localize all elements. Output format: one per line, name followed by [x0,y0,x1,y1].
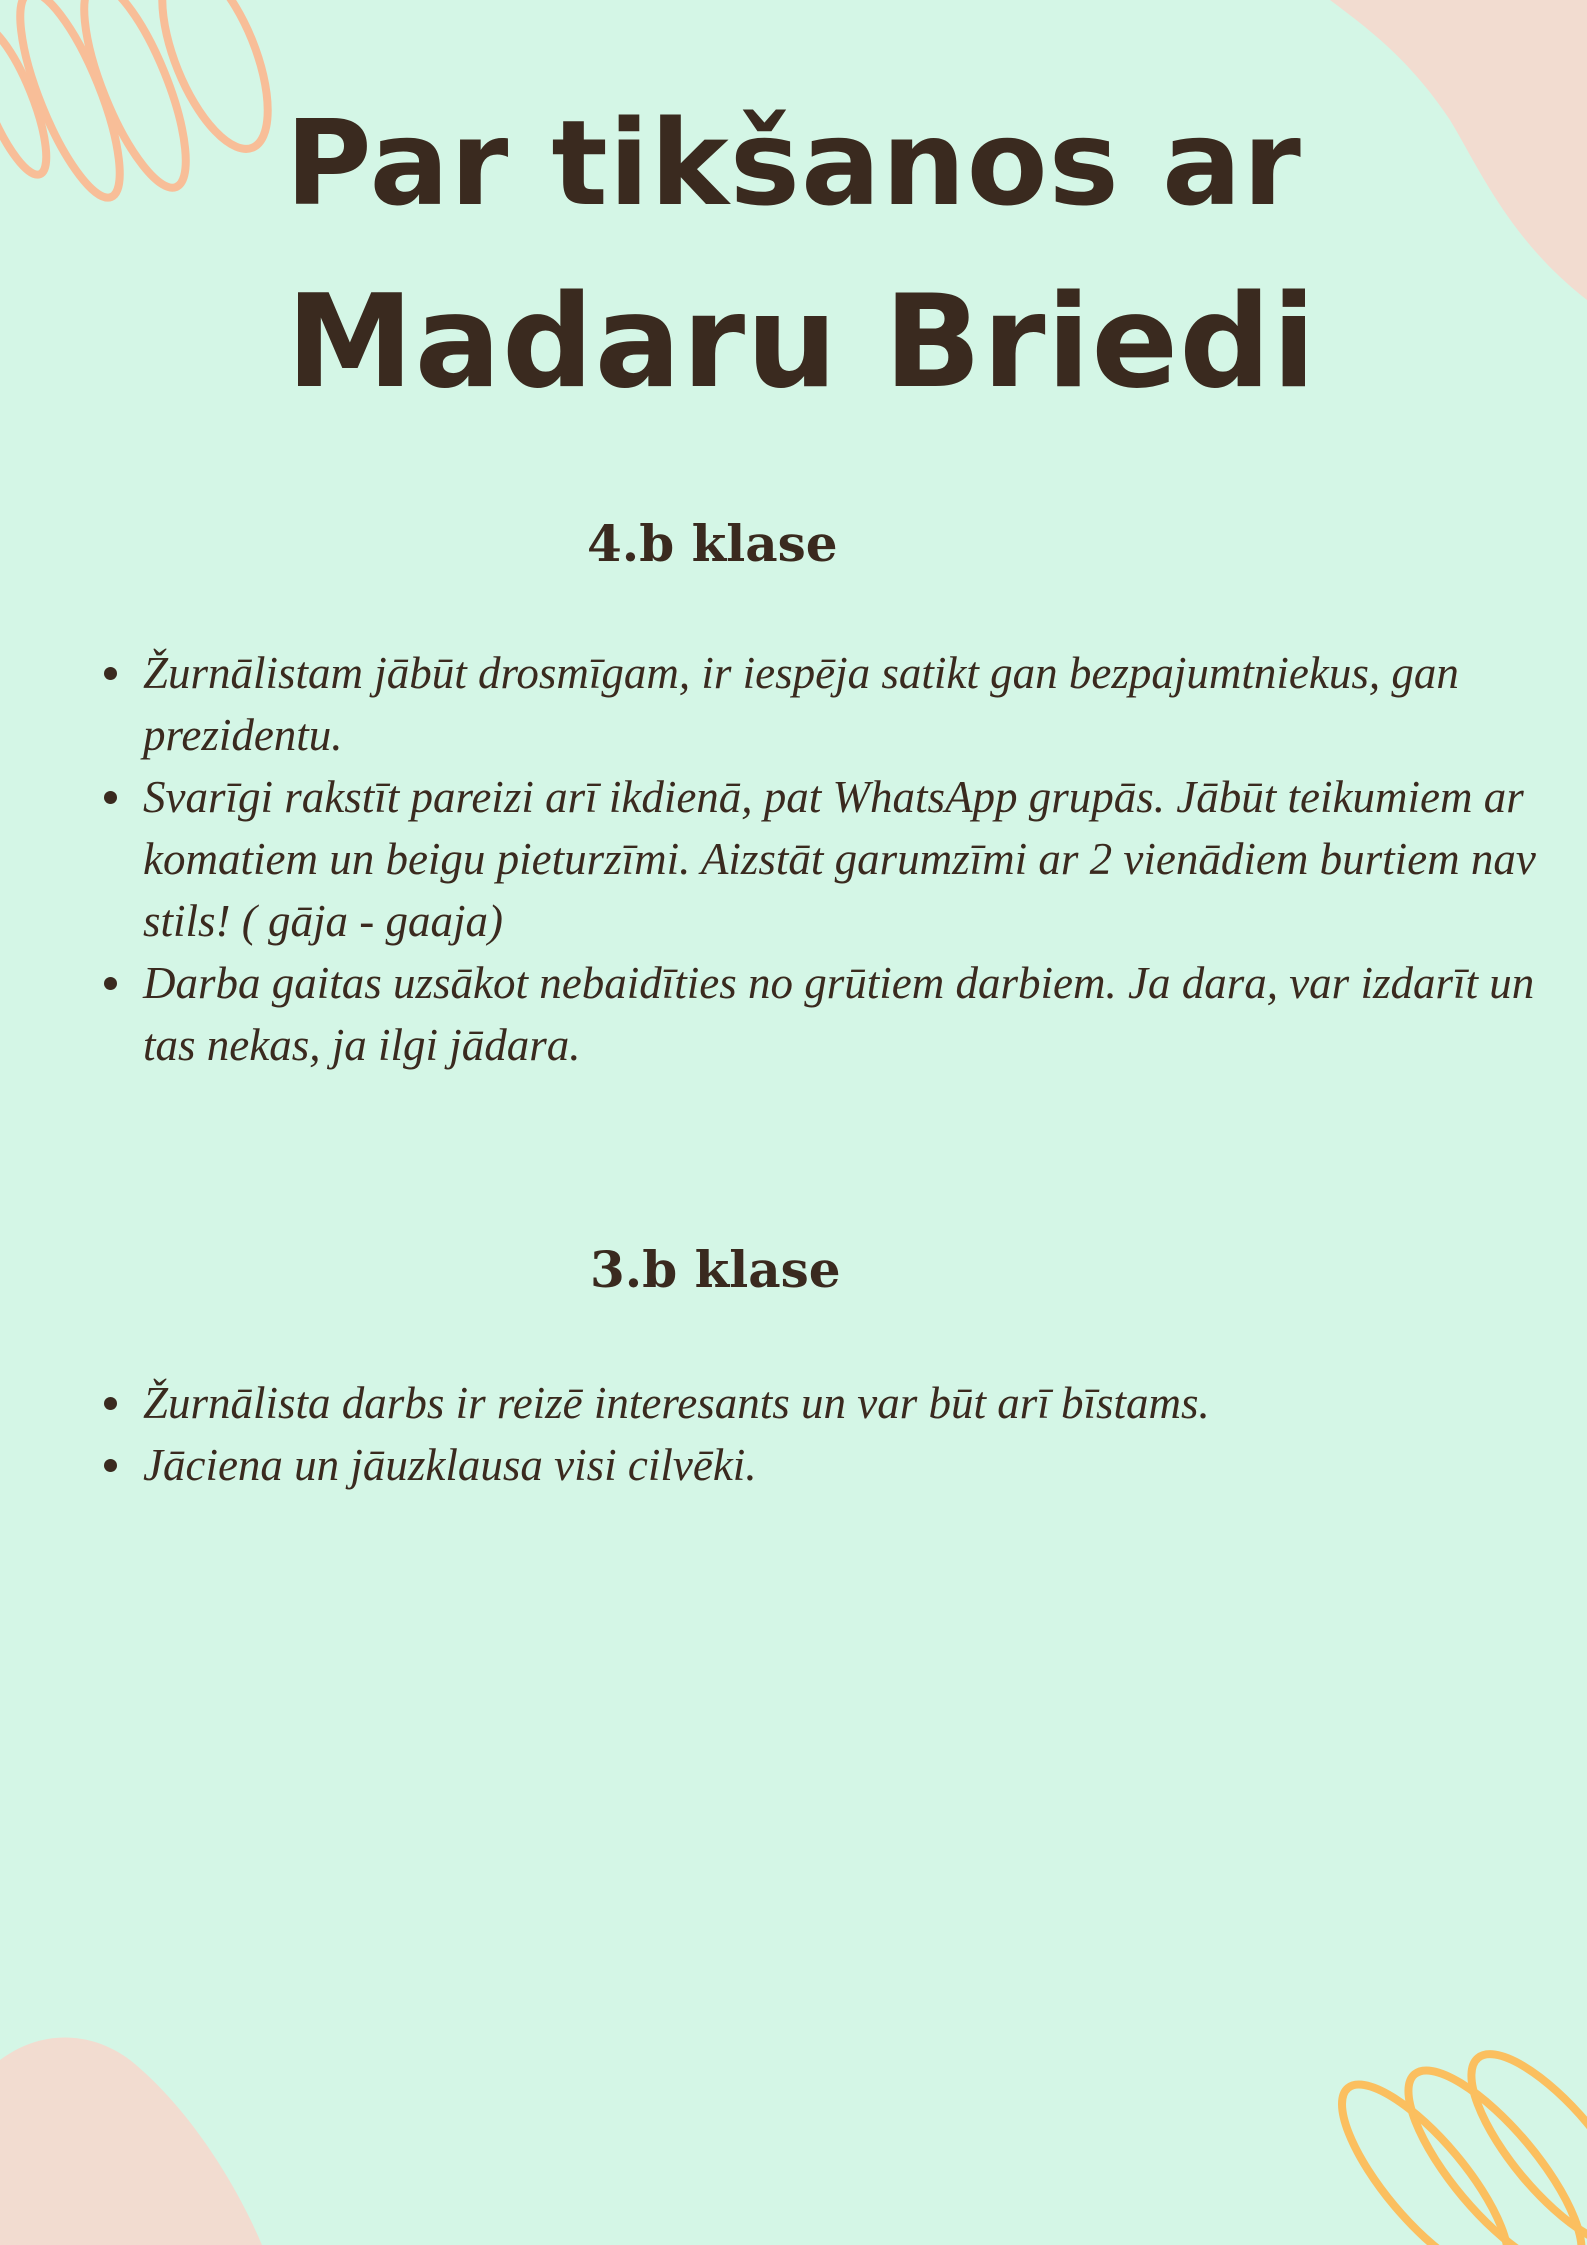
list-item-text: Svarīgi rakstīt pareizi arī ikdienā, pat WhatsApp grupās. Jābūt teikumiem ar komatiem un beigu pieturzīmi. Aizstāt garumzīmi ar 2 vienādiem burtiem nav stils! ( gāja - gaaja) [143,772,1536,946]
list-item [100,766,1540,952]
bullet-dot-icon [104,1397,117,1410]
page-title-line-1: Par tikšanos ar [285,94,1302,232]
bullet-dot-icon [104,977,117,990]
page-title-line-2: Madaru Briedi [286,268,1317,417]
page-title [0,78,1587,438]
bullet-dot-icon [104,791,117,804]
list-item [100,952,1540,1076]
bullet-dot-icon [104,667,117,680]
list-item-text: Darba gaitas uzsākot nebaidīties no grūtiem darbiem. Ja dara, var izdarīt un tas nekas, ja ilgi jādara. [143,958,1535,1070]
list-item [100,642,1540,766]
bullet-list-3b [100,1372,1540,1496]
list-item [100,1434,1540,1496]
section-heading-3b: 3.b klase [590,1240,841,1299]
list-item-text: Jāciena un jāuzklausa visi cilvēki. [143,1440,757,1490]
list-item-text: Žurnālistam jābūt drosmīgam, ir iespēja satikt gan bezpajumtniekus, gan prezidentu. [143,648,1459,760]
bottom-left-blob-shape [0,2020,270,2245]
list-item [100,1372,1540,1434]
bullet-dot-icon [104,1459,117,1472]
list-item-text: Žurnālista darbs ir reizē interesants un var būt arī bīstams. [143,1378,1210,1428]
bullet-list-4b [100,642,1540,1076]
bottom-left-blob-path [0,2038,262,2245]
section-heading-4b: 4.b klase [587,514,838,573]
bottom-right-scribble-loops [1317,2031,1587,2245]
bottom-right-scribble-decoration [1320,2040,1587,2245]
